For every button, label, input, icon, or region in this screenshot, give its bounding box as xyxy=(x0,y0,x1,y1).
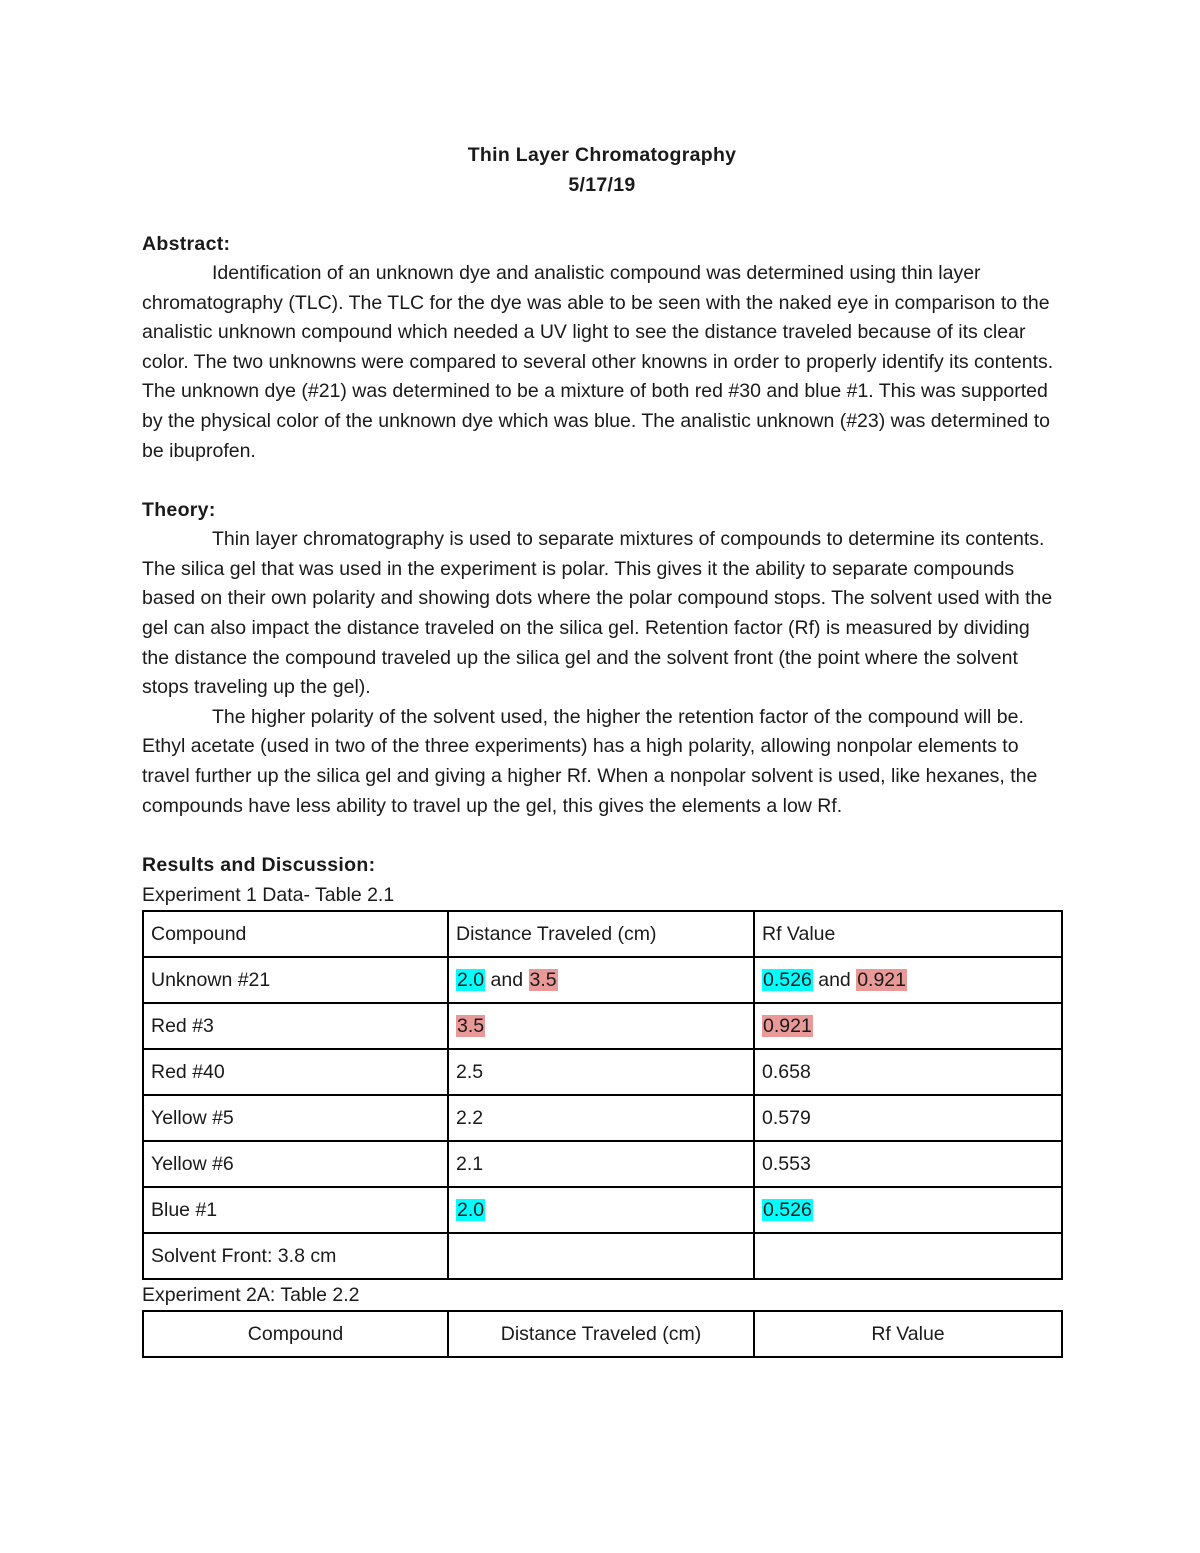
cell-compound: Red #40 xyxy=(143,1049,448,1095)
table-2-caption: Experiment 2A: Table 2.2 xyxy=(142,1284,360,1307)
highlight-red: 0.921 xyxy=(857,968,907,991)
joiner-text: and xyxy=(490,968,524,991)
cell-distance xyxy=(448,1003,754,1049)
highlight-red: 3.5 xyxy=(529,968,557,991)
table-row xyxy=(143,1003,1062,1049)
cell-rf: 0.658 xyxy=(754,1049,1062,1095)
abstract-text: Identification of an unknown dye and analistic compound was determined using thin layer chromatography (TLC). The TLC for the dye was able to be seen with the naked eye in comparison to the analistic unknown compound which needed a UV light to see the distance traveled because of its clear color. The two unknowns were compared to several other knowns in order to properly identify its contents. The unknown dye (#21) was determined to be a mixture of both red #30 and blue #1. This was supported by the physical color of the unknown dye which was blue. The analistic unknown (#23) was determined to be ibuprofen. xyxy=(142,262,1054,462)
document-date: 5/17/19 xyxy=(568,174,636,196)
highlight-red: 0.921 xyxy=(763,1014,812,1037)
cell-distance: 2.5 xyxy=(448,1049,754,1095)
cell-compound: Yellow #6 xyxy=(143,1141,448,1187)
document-title: Thin Layer Chromatography xyxy=(467,144,737,166)
theory-paragraph-2: The higher polarity of the solvent used, the higher the retention factor of the compound will be. Ethyl acetate (used in two of the three experiments) has a high polarity, allowing nonpolar elements to travel further up the silica gel and giving a higher Rf. When a nonpolar solvent is used, like hexanes, the compounds have less ability to travel up the gel, this gives the elements a low Rf. xyxy=(142,705,1038,817)
document-page xyxy=(142,140,1062,1358)
table-header-row xyxy=(143,1311,1062,1357)
theory-heading: Theory: xyxy=(142,499,216,522)
highlight-red: 3.5 xyxy=(457,1014,485,1037)
cell-distance: 2.1 xyxy=(448,1141,754,1187)
table-row xyxy=(143,1187,1062,1233)
header-cell-distance: Distance Traveled (cm) xyxy=(448,911,754,957)
header-cell-rf: Rf Value xyxy=(754,1311,1062,1357)
header-cell-compound: Compound xyxy=(143,1311,448,1357)
header-cell-distance: Distance Traveled (cm) xyxy=(448,1311,754,1357)
title-block xyxy=(142,140,1062,200)
cell-distance xyxy=(448,1187,754,1233)
cell-rf xyxy=(754,1187,1062,1233)
cell-compound: Yellow #5 xyxy=(143,1095,448,1141)
table-row xyxy=(143,1095,1062,1141)
cell-rf xyxy=(754,1003,1062,1049)
header-cell-rf: Rf Value xyxy=(754,911,1062,957)
table-header-row xyxy=(143,911,1062,957)
table-row xyxy=(143,1141,1062,1187)
joiner-text: and xyxy=(818,968,851,991)
cell-compound: Blue #1 xyxy=(143,1187,448,1233)
highlight-cyan: 2.0 xyxy=(457,1198,485,1221)
cell-compound: Unknown #21 xyxy=(143,957,448,1003)
theory-paragraph-1: Thin layer chromatography is used to separate mixtures of compounds to determine its contents. The silica gel that was used in the experiment is polar. This gives it the ability to separate compounds based on their own polarity and showing dots where the polar compound stops. The solvent used with the gel can also impact the distance traveled on the silica gel. Retention factor (Rf) is measured by dividing the distance the compound traveled up the silica gel and the solvent front (the point where the solvent stops traveling up the gel). xyxy=(142,528,1053,699)
header-cell-compound: Compound xyxy=(143,911,448,957)
cell-rf xyxy=(754,1233,1062,1279)
cell-rf: 0.579 xyxy=(754,1095,1062,1141)
cell-distance: 2.2 xyxy=(448,1095,754,1141)
highlight-cyan: 0.526 xyxy=(763,1198,812,1221)
cell-distance xyxy=(448,1233,754,1279)
cell-compound: Red #3 xyxy=(143,1003,448,1049)
table-row xyxy=(143,1233,1062,1279)
table-2-2 xyxy=(142,1310,1063,1358)
cell-compound: Solvent Front: 3.8 cm xyxy=(143,1233,448,1279)
cell-rf: 0.553 xyxy=(754,1141,1062,1187)
results-heading: Results and Discussion: xyxy=(142,854,376,877)
table-2-1 xyxy=(142,910,1063,1280)
abstract-heading: Abstract: xyxy=(142,233,231,255)
highlight-cyan: 2.0 xyxy=(457,968,485,991)
cell-rf xyxy=(754,957,1062,1003)
table-1-caption: Experiment 1 Data- Table 2.1 xyxy=(142,884,395,907)
highlight-cyan: 0.526 xyxy=(763,968,812,991)
table-row xyxy=(143,1049,1062,1095)
cell-distance xyxy=(448,957,754,1003)
table-row xyxy=(143,957,1062,1003)
